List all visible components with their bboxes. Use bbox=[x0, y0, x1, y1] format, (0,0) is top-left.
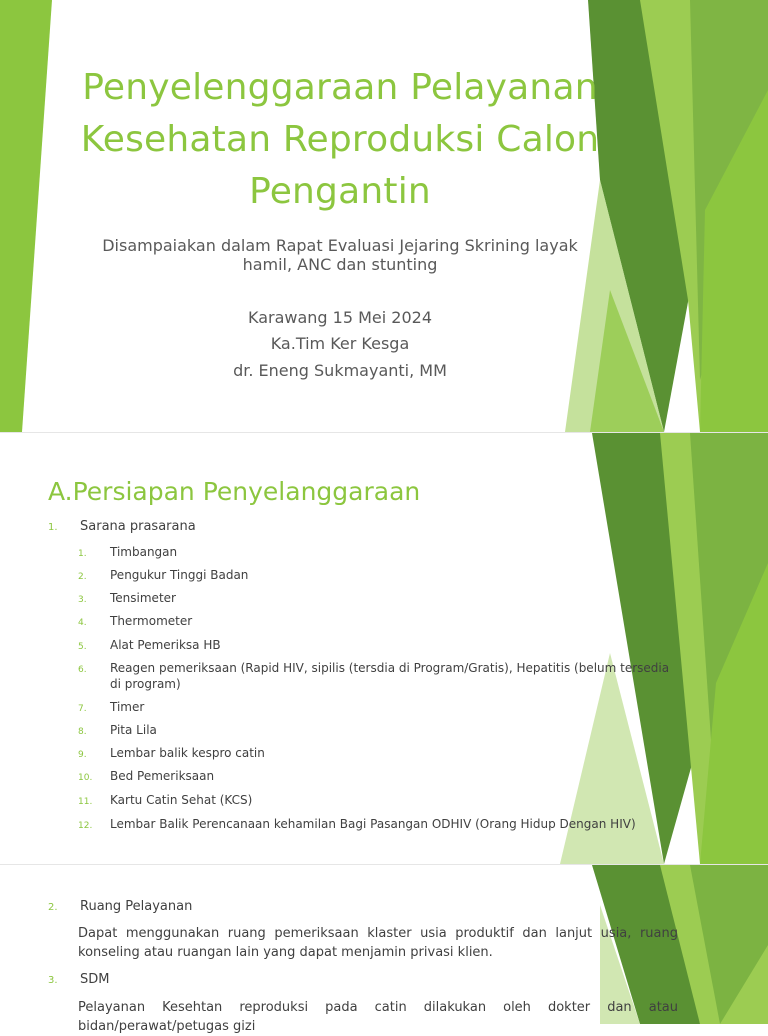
presenter-name: dr. Eneng Sukmayanti, MM bbox=[233, 361, 447, 380]
list-number: 9. bbox=[78, 750, 87, 760]
list-item bbox=[78, 745, 678, 761]
list-text: Timbangan bbox=[110, 545, 178, 559]
list-number: 8. bbox=[78, 727, 87, 737]
list-number: 7. bbox=[78, 704, 87, 714]
list-text: Tensimeter bbox=[110, 591, 176, 605]
list-item bbox=[78, 660, 670, 692]
list-item-label: Sarana prasarana bbox=[80, 519, 196, 534]
list-item-sarana bbox=[48, 519, 648, 536]
list-item bbox=[78, 816, 690, 832]
list-item-sdm bbox=[48, 972, 109, 989]
ruang-description: Dapat menggunakan ruang pemeriksaan klaster usia produktif dan lanjut usia, ruang konseling atau ruangan lain yang dapat menjamin privasi klien. bbox=[78, 926, 678, 960]
list-number: 12. bbox=[78, 821, 93, 831]
section-heading: A.Persiapan Penyelanggaraan bbox=[48, 477, 421, 506]
sdm-description: Pelayanan Kesehtan reproduksi pada catin dilakukan oleh dokter dan atau bidan/perawat/petugas gizi bbox=[78, 1000, 678, 1034]
list-number: 1. bbox=[48, 522, 58, 533]
list-number: 2. bbox=[48, 902, 58, 913]
list-item-ruang bbox=[48, 899, 192, 916]
list-number: 3. bbox=[78, 595, 87, 605]
list-number: 5. bbox=[78, 642, 87, 652]
presenter-position: Ka.Tim Ker Kesga bbox=[270, 334, 410, 353]
list-text: Kartu Catin Sehat (KCS) bbox=[110, 793, 253, 807]
list-text: Thermometer bbox=[110, 614, 193, 628]
equipment-list bbox=[78, 544, 678, 832]
list-item bbox=[78, 567, 678, 583]
slide-title: Penyelenggaraan Pelayanan Kesehatan Reproduksi Calon Pengantin bbox=[80, 67, 600, 212]
list-number: 1. bbox=[78, 549, 87, 559]
slide-subtitle: Disampaiakan dalam Rapat Evaluasi Jejaring Skrining layak hamil, ANC dan stunting bbox=[102, 236, 578, 274]
list-text: Timer bbox=[110, 700, 145, 714]
title-slide bbox=[0, 0, 768, 432]
list-text: Lembar balik kespro catin bbox=[110, 746, 265, 760]
list-number: 3. bbox=[48, 975, 58, 986]
list-item bbox=[78, 792, 678, 808]
list-item-label: SDM bbox=[80, 972, 110, 987]
list-number: 2. bbox=[78, 572, 87, 582]
list-number: 6. bbox=[78, 665, 87, 675]
list-text: Pita Lila bbox=[110, 723, 157, 737]
list-number: 11. bbox=[78, 797, 93, 807]
list-item bbox=[78, 722, 678, 738]
list-text: Lembar Balik Perencanaan kehamilan Bagi Pasangan ODHIV (Orang Hidup Dengan HIV) bbox=[110, 817, 636, 831]
list-number: 4. bbox=[78, 618, 87, 628]
list-item bbox=[78, 768, 678, 784]
list-item-label: Ruang Pelayanan bbox=[80, 899, 193, 914]
list-number: 10. bbox=[78, 773, 93, 783]
list-item bbox=[78, 637, 678, 653]
list-item bbox=[78, 590, 678, 606]
list-text: Reagen pemeriksaan (Rapid HIV, sipilis (tersdia di Program/Gratis), Hepatitis (belum tersedia di program) bbox=[110, 661, 670, 691]
place-date: Karawang 15 Mei 2024 bbox=[247, 308, 432, 327]
list-text: Alat Pemeriksa HB bbox=[110, 638, 221, 652]
list-text: Pengukur Tinggi Badan bbox=[110, 568, 249, 582]
list-item bbox=[78, 699, 678, 715]
list-item bbox=[78, 544, 678, 560]
list-item bbox=[78, 613, 678, 629]
list-text: Bed Pemeriksaan bbox=[110, 769, 215, 783]
